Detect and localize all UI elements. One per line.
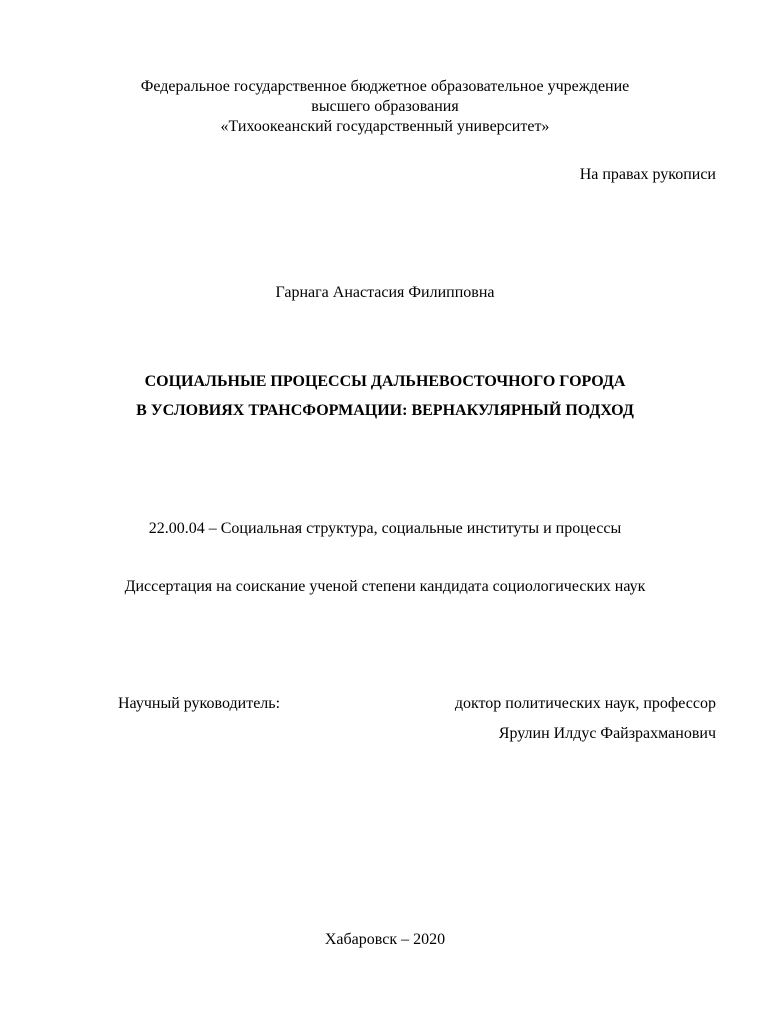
specialty-code: 22.00.04 – Социальная структура, социальные институты и процессы (148, 520, 622, 537)
degree-statement: Диссертация на соискание ученой степени кандидата социологических наук (124, 578, 646, 595)
supervisor-credentials: доктор политических наук, профессор (454, 695, 716, 712)
supervisor-name: Ярулин Илдус Файзрахманович (498, 725, 716, 742)
dissertation-title-line-2: В УСЛОВИЯХ ТРАНСФОРМАЦИИ: ВЕРНАКУЛЯРНЫЙ ПОДХОД (136, 402, 634, 419)
author-name: Гарнага Анастасия Филипповна (275, 284, 495, 301)
institution-line-2: высшего образования (311, 98, 459, 115)
institution-line-1: Федеральное государственное бюджетное образовательное учреждение (140, 78, 630, 95)
dissertation-title-line-1: СОЦИАЛЬНЫЕ ПРОЦЕССЫ ДАЛЬНЕВОСТОЧНОГО ГОРОДА (144, 373, 626, 390)
manuscript-note: На правах рукописи (579, 166, 716, 183)
supervisor-label: Научный руководитель: (118, 695, 281, 712)
institution-line-3: «Тихоокеанский государственный университет» (220, 118, 550, 135)
city-year: Хабаровск – 2020 (324, 931, 446, 948)
